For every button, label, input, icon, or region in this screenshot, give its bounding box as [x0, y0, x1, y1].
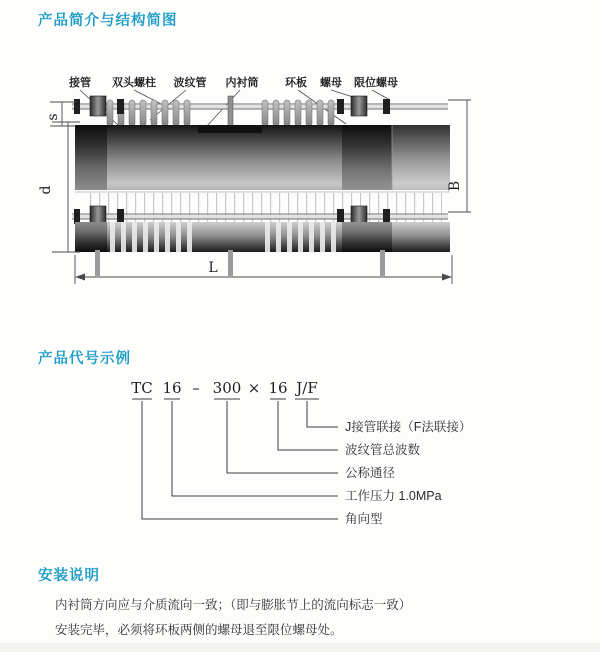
install-instruction-line: 内衬筒方向应与介质流向一致；（即与膨胀节上的流向标志一致） — [55, 598, 412, 612]
code-token-times: × — [247, 379, 261, 397]
section-heading-intro: 产品简介与结构简图 — [38, 13, 178, 29]
section-heading-install: 安装说明 — [38, 568, 100, 584]
part-label-bellows: 波纹管 — [173, 77, 207, 89]
dim-label-B: B — [447, 180, 463, 192]
install-instruction-line: 安装完毕，必须将环板两侧的螺母退至限位螺母处。 — [55, 623, 343, 637]
code-meaning-waves: 波纹管总波数 — [345, 443, 421, 457]
structure-diagram — [0, 62, 600, 307]
dim-label-L: L — [208, 260, 218, 276]
hanging-studs — [95, 250, 385, 276]
upper-tie-rod — [72, 104, 448, 109]
code-token-pressure: 16 — [162, 379, 182, 397]
joint-body-upper — [75, 125, 450, 190]
code-meaning-diameter: 公称通径 — [345, 466, 396, 480]
page-bottom-edge — [0, 643, 600, 652]
part-label-stud-bolt: 双头螺柱 — [112, 77, 156, 89]
part-label-inner-sleeve: 内衬筒 — [225, 77, 259, 89]
part-label-nut: 螺母 — [320, 77, 342, 89]
code-connectors — [142, 401, 338, 519]
dim-label-s: s — [45, 113, 61, 121]
code-token-diameter: 300 — [212, 379, 242, 397]
code-token-type: TC — [131, 379, 153, 397]
center-stud-upper — [228, 96, 233, 126]
dimension-L — [75, 255, 452, 284]
code-meaning-pressure: 工作压力 1.0MPa — [345, 489, 442, 503]
part-label-connection-pipe: 接管 — [69, 77, 91, 89]
part-label-ring-plate: 环板 — [285, 77, 307, 89]
inner-sleeve-band — [198, 125, 262, 133]
code-meaning-type: 角向型 — [345, 512, 383, 526]
part-label-limit-nut: 限位螺母 — [354, 77, 398, 89]
code-token-connection: J/F — [296, 379, 318, 397]
joint-body-lower — [75, 222, 450, 252]
code-token-dash: – — [192, 379, 200, 397]
dimension-d — [38, 122, 80, 252]
dimension-B — [447, 100, 471, 212]
product-code-diagram — [0, 372, 600, 537]
section-heading-code: 产品代号示例 — [38, 351, 131, 367]
code-token-waves: 16 — [268, 379, 288, 397]
dim-label-d: d — [38, 185, 54, 195]
code-meaning-connection: J接管联接（F法联接） — [345, 420, 472, 434]
